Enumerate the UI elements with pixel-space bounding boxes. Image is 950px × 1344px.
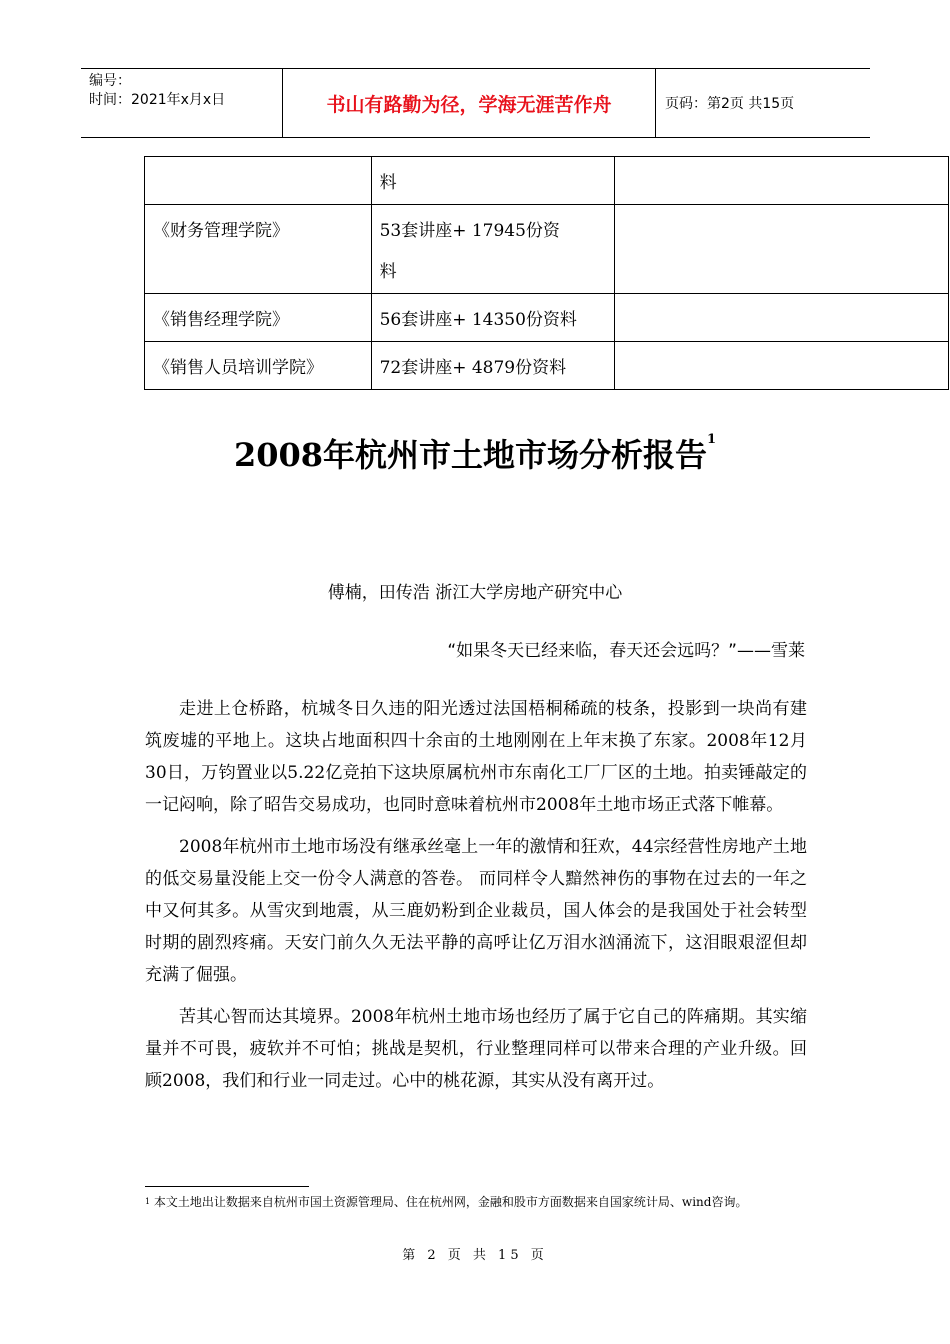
article-title-text: 2008年杭州市土地市场分析报告	[233, 436, 708, 474]
table-cell-content	[371, 205, 615, 294]
table-cell-extra	[615, 342, 949, 390]
footnote	[145, 1193, 805, 1211]
table-cell-extra	[615, 294, 949, 342]
table-cell-content	[371, 157, 615, 205]
footnote-mark: 1	[145, 1197, 151, 1206]
table-cell-content-line: 料	[379, 262, 397, 282]
page-footer: 第 2 页 共 15 页	[402, 1248, 548, 1263]
header-page-info: 页码：第2页 共15页	[665, 96, 795, 112]
header-time-label: 时间：2021年x月x日	[89, 92, 226, 108]
footnote-text: 本文土地出让数据来自杭州市国土资源管理局、住在杭州网，金融和股市方面数据来自国家统计局、wind咨询。	[153, 1195, 748, 1209]
article-epigraph: “如果冬天已经来临，春天还会远吗？”——雪莱	[447, 641, 805, 661]
footnote-divider	[145, 1186, 309, 1187]
table-cell-name: 《财务管理学院》	[145, 205, 372, 294]
title-footnote-mark[interactable]: 1	[707, 432, 717, 447]
table-row	[145, 294, 949, 342]
table-cell-name: 《销售人员培训学院》	[145, 342, 372, 390]
table-cell-name	[145, 157, 372, 205]
table-cell-extra	[615, 205, 949, 294]
table-cell-content: 72套讲座+ 4879份资料	[371, 342, 615, 390]
article-title	[0, 430, 950, 476]
table-row	[145, 157, 949, 205]
header-motto: 书山有路勤为径，学海无涯苦作舟	[282, 69, 656, 137]
table-row	[145, 342, 949, 390]
table-cell-content: 56套讲座+ 14350份资料	[371, 294, 615, 342]
article-authors: 傅楠，田传浩 浙江大学房地产研究中心	[327, 583, 623, 603]
course-table	[144, 156, 949, 390]
body-paragraph: 走进上仓桥路，杭城冬日久违的阳光透过法国梧桐稀疏的枝条，投影到一块尚有建筑废墟的平地上。这块占地面积四十余亩的土地刚刚在上年末换了东家。2008年12月30日，万钧置业以5.22亿竞拍下这块原属杭州市东南化工厂厂区的土地。拍卖锤敲定的一记闷响，除了昭告交易成功，也同时意味着杭州市2008年土地市场正式落下帷幕。	[145, 699, 807, 815]
page-header	[81, 68, 870, 138]
table-cell-content-line: 料	[379, 173, 397, 193]
table-cell-extra	[615, 157, 949, 205]
header-number-label: 编号：	[89, 73, 131, 89]
body-paragraph: 2008年杭州市土地市场没有继承丝毫上一年的激情和狂欢，44宗经营性房地产土地的低交易量没能上交一份令人满意的答卷。 而同样令人黯然神伤的事物在过去的一年之中又何其多。从雪灾到地震，从三鹿奶粉到企业裁员，国人体会的是我国处于社会转型时期的剧烈疼痛。天安门前久久无法平静的高呼让亿万泪水汹涌流下，这泪眼艰涩但却充满了倔强。	[145, 837, 807, 985]
table-row	[145, 205, 949, 294]
table-cell-name: 《销售经理学院》	[145, 294, 372, 342]
article-body	[145, 693, 807, 1107]
header-meta	[89, 72, 225, 110]
table-cell-content-line: 53套讲座+ 17945份资	[379, 221, 560, 241]
body-paragraph: 苦其心智而达其境界。2008年杭州土地市场也经历了属于它自己的阵痛期。其实缩量并不可畏，疲软并不可怕；挑战是契机，行业整理同样可以带来合理的产业升级。回顾2008，我们和行业一同走过。心中的桃花源，其实从没有离开过。	[145, 1007, 807, 1091]
